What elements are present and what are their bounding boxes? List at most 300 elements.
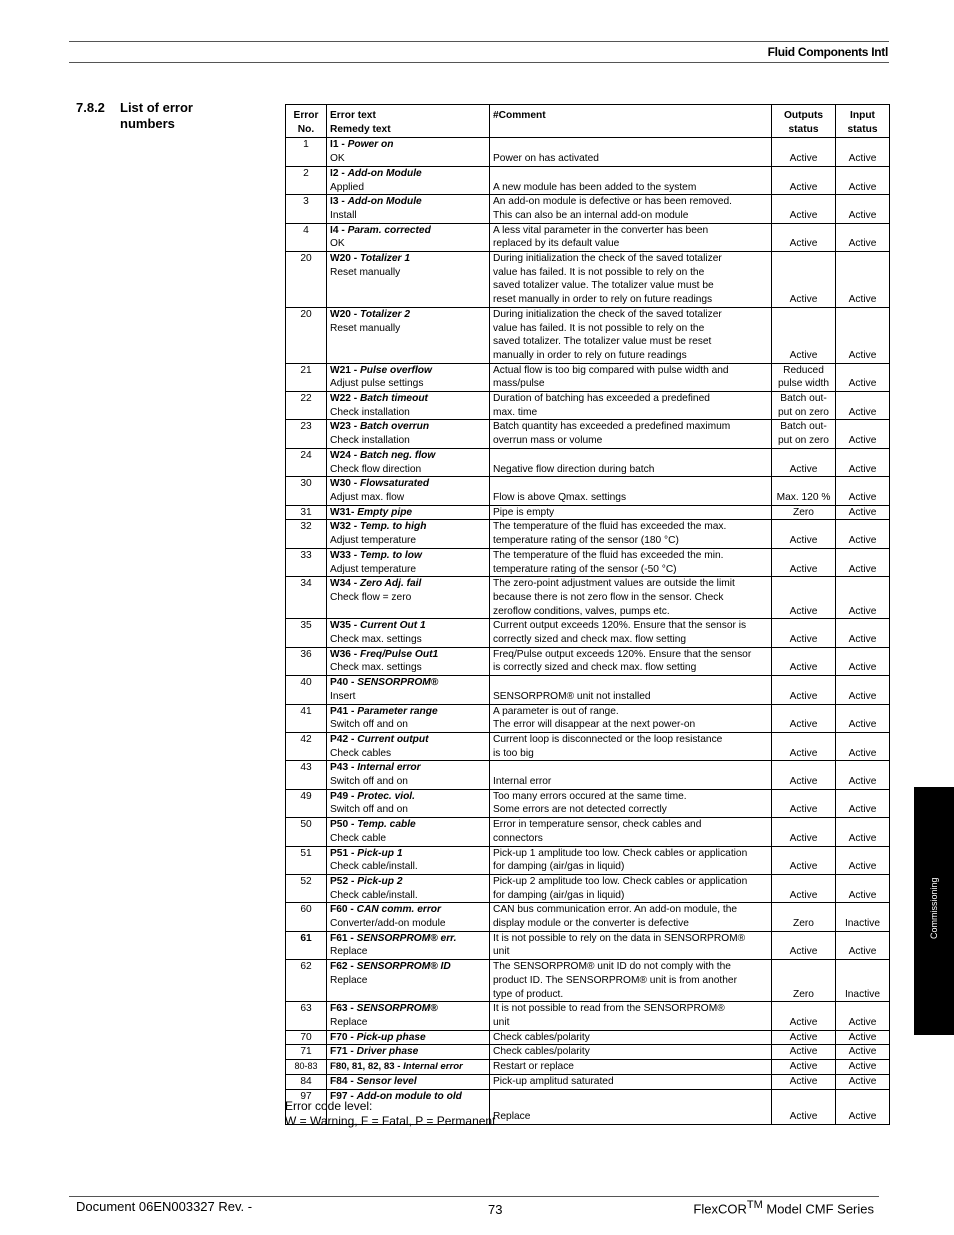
error-code: P41 — [330, 705, 349, 717]
remedy-text: Adjust pulse settings — [330, 378, 424, 390]
error-name: Current Out 1 — [360, 620, 426, 632]
table-row — [286, 548, 890, 576]
comment-line: During initialization the check of the saved totalizer — [493, 308, 722, 320]
input-status: Active — [836, 704, 890, 732]
error-text: W22 - Batch timeout Check installation — [327, 392, 490, 420]
error-name: CAN comm. error — [356, 904, 441, 916]
error-number: 60 — [286, 903, 327, 931]
outputs-status-line: Active — [789, 1046, 818, 1058]
input-status: Active — [836, 818, 890, 846]
table-row — [286, 1030, 890, 1045]
comment-line: Too many errors occured at the same time. — [493, 790, 687, 802]
outputs-status-line: Batch out- — [780, 421, 827, 433]
table-row — [286, 520, 890, 548]
error-number: 35 — [286, 619, 327, 647]
error-number: 49 — [286, 789, 327, 817]
remedy-text: Replace — [330, 1017, 368, 1028]
error-comment — [490, 223, 772, 251]
outputs-status-line: put on zero — [778, 435, 829, 447]
outputs-status-line: Active — [789, 535, 818, 547]
error-code: W23 — [330, 421, 351, 433]
table-row — [286, 195, 890, 223]
error-text: P40 - SENSORPROM® Insert — [327, 676, 490, 704]
error-comment — [490, 931, 772, 959]
error-text: W32 - Temp. to high Adjust temperature — [327, 520, 490, 548]
error-number: 63 — [286, 1002, 327, 1030]
table-header-row — [286, 105, 890, 138]
comment-line: Pick-up 2 amplitude too low. Check cables or application — [493, 875, 748, 887]
input-status: Active — [836, 520, 890, 548]
error-text: F80, 81, 82, 83 - Internal error — [327, 1060, 490, 1075]
outputs-status-line: Active — [789, 747, 818, 759]
error-comment — [490, 1045, 772, 1060]
comment-line: display module or the converter is defective — [493, 918, 689, 930]
comment-line: for damping (air/gas in liquid) — [493, 889, 625, 901]
remedy-text: Adjust temperature — [330, 535, 417, 547]
error-text: I4 - Param. corrected OK — [327, 223, 490, 251]
outputs-status-line: Max. 120 % — [776, 491, 831, 503]
comment-line: value has failed. It is not possible to rely on the — [493, 266, 705, 278]
error-name: SENSORPROM® — [356, 1003, 438, 1015]
error-code: I4 — [330, 224, 339, 236]
input-status: Active — [836, 676, 890, 704]
outputs-status-line: Active — [789, 1075, 818, 1087]
error-name: Parameter range — [357, 705, 438, 717]
error-name: SENSORPROM® — [357, 677, 439, 689]
outputs-status — [772, 420, 836, 448]
error-name: Freq/Pulse Out1 — [360, 648, 439, 660]
remedy-text: Applied — [330, 181, 364, 193]
comment-line: A parameter is out of range. — [493, 705, 619, 717]
error-name: Pick-up 2 — [357, 875, 403, 887]
error-comment — [490, 960, 772, 1002]
outputs-status-line: Active — [789, 181, 818, 193]
input-status: Active — [836, 1060, 890, 1075]
error-number: 36 — [286, 647, 327, 675]
outputs-status-line: Active — [789, 662, 818, 674]
comment-line: Freq/Pulse output exceeds 120%. Ensure that the sensor — [493, 648, 752, 660]
error-comment — [490, 166, 772, 194]
error-number: 70 — [286, 1030, 327, 1045]
input-status: Active — [836, 619, 890, 647]
outputs-status-line: Zero — [793, 988, 814, 1000]
comment-line: is too big — [493, 747, 534, 759]
comment-line: connectors — [493, 832, 543, 844]
outputs-status — [772, 874, 836, 902]
error-name: Sensor level — [356, 1075, 417, 1087]
error-number: 20 — [286, 307, 327, 363]
comment-line: unit — [493, 1017, 510, 1028]
remedy-text: Adjust max. flow — [330, 491, 405, 503]
table-row — [286, 619, 890, 647]
error-text: I2 - Add-on Module Applied — [327, 166, 490, 194]
outputs-status-line: Zero — [793, 506, 814, 518]
error-name: Batch timeout — [360, 393, 428, 405]
error-number: 4 — [286, 223, 327, 251]
comment-line: temperature rating of the sensor (-50 °C) — [493, 563, 677, 575]
note-line-2: W = Warning, F = Fatal, P = Permanent — [285, 1114, 496, 1128]
error-text: I3 - Add-on Module Install — [327, 195, 490, 223]
error-comment — [490, 195, 772, 223]
input-status: Inactive — [836, 903, 890, 931]
error-code: P40 — [330, 677, 349, 689]
comment-line: The temperature of the fluid has exceeded the max. — [493, 521, 727, 533]
error-text: W33 - Temp. to low Adjust temperature — [327, 548, 490, 576]
error-code: F97 — [330, 1090, 348, 1102]
error-comment — [490, 903, 772, 931]
model-name: FlexCOR™ Model CMF Series — [693, 1199, 874, 1217]
error-code: W20 — [330, 308, 351, 320]
comment-line: A less vital parameter in the converter has been — [493, 224, 709, 236]
outputs-status — [772, 448, 836, 476]
outputs-status-line: Active — [789, 153, 818, 165]
error-comment — [490, 138, 772, 166]
error-code: F71 — [330, 1046, 348, 1058]
error-text: F97 - Add-on module to old — [327, 1089, 490, 1124]
comment-line: Check cables/polarity — [493, 1046, 590, 1058]
error-name: Driver phase — [356, 1046, 419, 1058]
error-code: W21 — [330, 364, 351, 376]
outputs-status-line: Active — [789, 563, 818, 575]
outputs-status-line: Active — [789, 605, 818, 617]
outputs-status — [772, 195, 836, 223]
outputs-status-line: Active — [789, 719, 818, 731]
note-line-1: Error code level: — [285, 1099, 373, 1113]
error-comment — [490, 732, 772, 760]
input-status: Active — [836, 1030, 890, 1045]
comment-line: Replace — [493, 1110, 531, 1122]
input-status: Active — [836, 931, 890, 959]
table-row — [286, 392, 890, 420]
error-comment — [490, 676, 772, 704]
table-row — [286, 874, 890, 902]
outputs-status — [772, 1089, 836, 1124]
outputs-status-line: Zero — [793, 918, 814, 930]
error-name: Flowsaturated — [360, 478, 430, 490]
error-name: Batch overrun — [360, 421, 430, 433]
outputs-status — [772, 647, 836, 675]
outputs-status-line: put on zero — [778, 406, 829, 418]
comment-line: It is not possible to read from the SENSORPROM® — [493, 1003, 725, 1015]
remedy-text: Check installation — [330, 406, 410, 418]
outputs-status — [772, 520, 836, 548]
error-comment — [490, 392, 772, 420]
error-comment — [490, 789, 772, 817]
error-text: P43 - Internal error Switch off and on — [327, 761, 490, 789]
error-code: P43 — [330, 762, 349, 774]
input-status: Active — [836, 548, 890, 576]
error-text: F63 - SENSORPROM® Replace — [327, 1002, 490, 1030]
error-comment — [490, 448, 772, 476]
outputs-status-line: Reduced — [783, 364, 824, 376]
error-name: Empty pipe — [357, 506, 413, 518]
remedy-text: Check installation — [330, 435, 410, 447]
table-row — [286, 789, 890, 817]
input-status: Active — [836, 846, 890, 874]
error-comment — [490, 420, 772, 448]
remedy-text: Reset manually — [330, 322, 401, 334]
comment-line: type of product. — [493, 988, 564, 1000]
outputs-status-line: Active — [789, 1061, 818, 1073]
remedy-text: Check cables — [330, 747, 392, 759]
outputs-status-line: Active — [789, 238, 818, 250]
comment-line: for damping (air/gas in liquid) — [493, 861, 625, 873]
error-number: 61 — [286, 931, 327, 959]
error-text — [327, 505, 490, 520]
error-code: F70 — [330, 1031, 348, 1043]
outputs-status-line: Active — [789, 463, 818, 475]
outputs-status — [772, 363, 836, 391]
outputs-status — [772, 1045, 836, 1060]
error-comment — [490, 520, 772, 548]
error-text: W35 - Current Out 1 Check max. settings — [327, 619, 490, 647]
remedy-text: Replace — [330, 946, 368, 958]
outputs-status — [772, 818, 836, 846]
outputs-status — [772, 846, 836, 874]
outputs-status — [772, 1030, 836, 1045]
error-comment — [490, 1002, 772, 1030]
error-code: P49 — [330, 790, 349, 802]
error-comment — [490, 619, 772, 647]
error-comment — [490, 761, 772, 789]
outputs-status — [772, 138, 836, 166]
error-comment — [490, 1060, 772, 1075]
error-number: 71 — [286, 1045, 327, 1060]
table-row — [286, 761, 890, 789]
outputs-status-line: Active — [789, 804, 818, 816]
outputs-status — [772, 619, 836, 647]
comment-line: Pick-up 1 amplitude too low. Check cables or application — [493, 847, 748, 859]
outputs-status — [772, 307, 836, 363]
error-code: W33 — [330, 549, 351, 561]
col-header-outputs-status: Outputs status — [772, 105, 836, 138]
error-text: F62 - SENSORPROM® ID Replace — [327, 960, 490, 1002]
outputs-status — [772, 392, 836, 420]
outputs-status — [772, 252, 836, 308]
comment-line: Some errors are not detected correctly — [493, 804, 667, 816]
error-name: Pick-up 1 — [357, 847, 403, 859]
comment-line: reset manually in order to rely on future readings — [493, 294, 713, 306]
comment-line: Current loop is disconnected or the loop resistance — [493, 733, 723, 745]
error-name: Totalizer 2 — [360, 308, 411, 320]
error-code: P42 — [330, 733, 349, 745]
col-header-error-no: Error No. — [286, 105, 327, 138]
error-name: Internal error — [357, 762, 421, 774]
error-number: 24 — [286, 448, 327, 476]
error-text: W23 - Batch overrun Check installation — [327, 420, 490, 448]
table-row — [286, 1002, 890, 1030]
error-code: F61 — [330, 932, 348, 944]
error-number: 80-83 — [286, 1060, 327, 1075]
table-row — [286, 448, 890, 476]
error-name: SENSORPROM® err. — [356, 932, 457, 944]
error-comment — [490, 818, 772, 846]
error-name: Power on — [347, 139, 394, 151]
remedy-text: Adjust temperature — [330, 563, 417, 575]
error-text: W30 - Flowsaturated Adjust max. flow — [327, 477, 490, 505]
table-row — [286, 420, 890, 448]
comment-line: zeroflow conditions, valves, pumps etc. — [493, 605, 670, 617]
company-name: Fluid Components Intl — [767, 45, 888, 59]
outputs-status-line: Batch out- — [780, 393, 827, 405]
outputs-status-line: Active — [789, 889, 818, 901]
comment-line: Check cables/polarity — [493, 1031, 590, 1043]
remedy-text: Install — [330, 209, 357, 221]
outputs-status — [772, 704, 836, 732]
error-number: 21 — [286, 363, 327, 391]
comment-line: The SENSORPROM® unit ID do not comply with the — [493, 961, 731, 973]
input-status: Active — [836, 1045, 890, 1060]
remedy-text: OK — [330, 238, 345, 250]
error-comment — [490, 363, 772, 391]
comment-line: mass/pulse — [493, 378, 545, 390]
comment-line: temperature rating of the sensor (180 °C) — [493, 535, 679, 547]
error-comment — [490, 1089, 772, 1124]
comment-line: SENSORPROM® unit not installed — [493, 690, 651, 702]
error-code: W34 — [330, 578, 351, 590]
error-comment — [490, 874, 772, 902]
outputs-status — [772, 1060, 836, 1075]
footer-rule — [69, 1196, 879, 1197]
error-name: Pulse overflow — [360, 364, 432, 376]
comment-line: Internal error — [493, 776, 552, 788]
error-number: 32 — [286, 520, 327, 548]
table-row — [286, 307, 890, 363]
table-row — [286, 252, 890, 308]
error-code: F80, 81, 82, 83 — [330, 1061, 395, 1073]
error-text: F70 - Pick-up phase — [327, 1030, 490, 1045]
error-name: Current output — [357, 733, 429, 745]
error-number: 41 — [286, 704, 327, 732]
table-row — [286, 732, 890, 760]
outputs-status — [772, 789, 836, 817]
error-code: I2 — [330, 167, 339, 179]
outputs-status — [772, 166, 836, 194]
outputs-status — [772, 577, 836, 619]
error-number: 84 — [286, 1074, 327, 1089]
input-status: Active — [836, 166, 890, 194]
comment-line: replaced by its default value — [493, 238, 620, 250]
input-status: Active — [836, 307, 890, 363]
error-text: W20 - Totalizer 2 Reset manually — [327, 307, 490, 363]
error-comment — [490, 846, 772, 874]
comment-line: Flow is above Qmax. settings — [493, 491, 627, 503]
error-table — [285, 104, 890, 1125]
outputs-status — [772, 505, 836, 520]
error-code: P52 — [330, 875, 349, 887]
remedy-text: Check max. settings — [330, 662, 422, 674]
error-text: P42 - Current output Check cables — [327, 732, 490, 760]
error-name: Temp. cable — [357, 819, 416, 831]
comment-line: A new module has been added to the system — [493, 181, 697, 193]
comment-line: saved totalizer. The totalizer value must be reset — [493, 336, 712, 348]
table-row — [286, 704, 890, 732]
remedy-text: Insert — [330, 690, 356, 702]
table-row — [286, 223, 890, 251]
error-code: I3 — [330, 196, 339, 208]
section-number: 7.8.2 — [76, 100, 105, 115]
col-header-error-text: Error text Remedy text — [327, 105, 490, 138]
input-status: Active — [836, 761, 890, 789]
section-title: List of error numbers — [120, 100, 193, 131]
outputs-status-line: Active — [789, 349, 818, 361]
error-text: W21 - Pulse overflow Adjust pulse settings — [327, 363, 490, 391]
input-status: Active — [836, 195, 890, 223]
error-number: 34 — [286, 577, 327, 619]
outputs-status — [772, 1002, 836, 1030]
error-number: 22 — [286, 392, 327, 420]
table-row — [286, 1060, 890, 1075]
error-code: I1 — [330, 139, 339, 151]
error-number: 20 — [286, 252, 327, 308]
outputs-status-line: pulse width — [778, 378, 829, 390]
input-status: Active — [836, 874, 890, 902]
comment-line: Duration of batching has exceeded a predefined — [493, 393, 710, 405]
header-rule-2 — [69, 62, 889, 63]
error-name: Add-on Module — [347, 196, 422, 208]
remedy-text: Check max. settings — [330, 634, 422, 646]
remedy-text: OK — [330, 153, 345, 165]
error-code: W36 — [330, 648, 351, 660]
error-text: F61 - SENSORPROM® err. Replace — [327, 931, 490, 959]
col-header-input-status: Input status — [836, 105, 890, 138]
error-comment — [490, 1030, 772, 1045]
comment-line: The error will disappear at the next power-on — [493, 719, 696, 731]
error-number: 33 — [286, 548, 327, 576]
outputs-status-line: Active — [789, 690, 818, 702]
error-comment — [490, 252, 772, 308]
input-status: Active — [836, 448, 890, 476]
error-code: P50 — [330, 819, 349, 831]
remedy-text: Check cable/install. — [330, 861, 418, 873]
table-body — [286, 138, 890, 1124]
error-name: Add-on module to old — [356, 1090, 462, 1102]
error-name: Temp. to high — [360, 521, 427, 533]
comment-line: saved totalizer value. The totalizer value must be — [493, 280, 714, 292]
page-number: 73 — [488, 1202, 503, 1217]
comment-line: Actual flow is too big compared with pulse width and — [493, 364, 729, 376]
table-row — [286, 166, 890, 194]
outputs-status-line: Active — [789, 1017, 818, 1028]
error-number: 30 — [286, 477, 327, 505]
error-comment — [490, 505, 772, 520]
input-status: Active — [836, 1074, 890, 1089]
remedy-text: Replace — [330, 974, 368, 986]
error-code: F62 — [330, 961, 348, 973]
error-comment — [490, 307, 772, 363]
comment-line: Power on has activated — [493, 153, 599, 165]
error-number: 42 — [286, 732, 327, 760]
outputs-status-line: Active — [789, 832, 818, 844]
table-row — [286, 477, 890, 505]
outputs-status — [772, 477, 836, 505]
error-name: Add-on Module — [347, 167, 422, 179]
error-text: W34 - Zero Adj. fail Check flow = zero — [327, 577, 490, 619]
input-status: Active — [836, 138, 890, 166]
comment-line: because there is not zero flow in the sensor. Check — [493, 591, 724, 603]
outputs-status-line: Active — [789, 1031, 818, 1043]
error-name: Internal error — [403, 1061, 463, 1073]
outputs-status — [772, 761, 836, 789]
input-status: Active — [836, 1002, 890, 1030]
error-name: Batch neg. flow — [360, 449, 436, 461]
error-text: P50 - Temp. cable Check cable — [327, 818, 490, 846]
input-status: Active — [836, 647, 890, 675]
error-text: F60 - CAN comm. error Converter/add-on module — [327, 903, 490, 931]
outputs-status-line: Active — [789, 946, 818, 958]
comment-line: product ID. The SENSORPROM® unit is from another — [493, 974, 737, 986]
outputs-status-line: Active — [789, 776, 818, 788]
